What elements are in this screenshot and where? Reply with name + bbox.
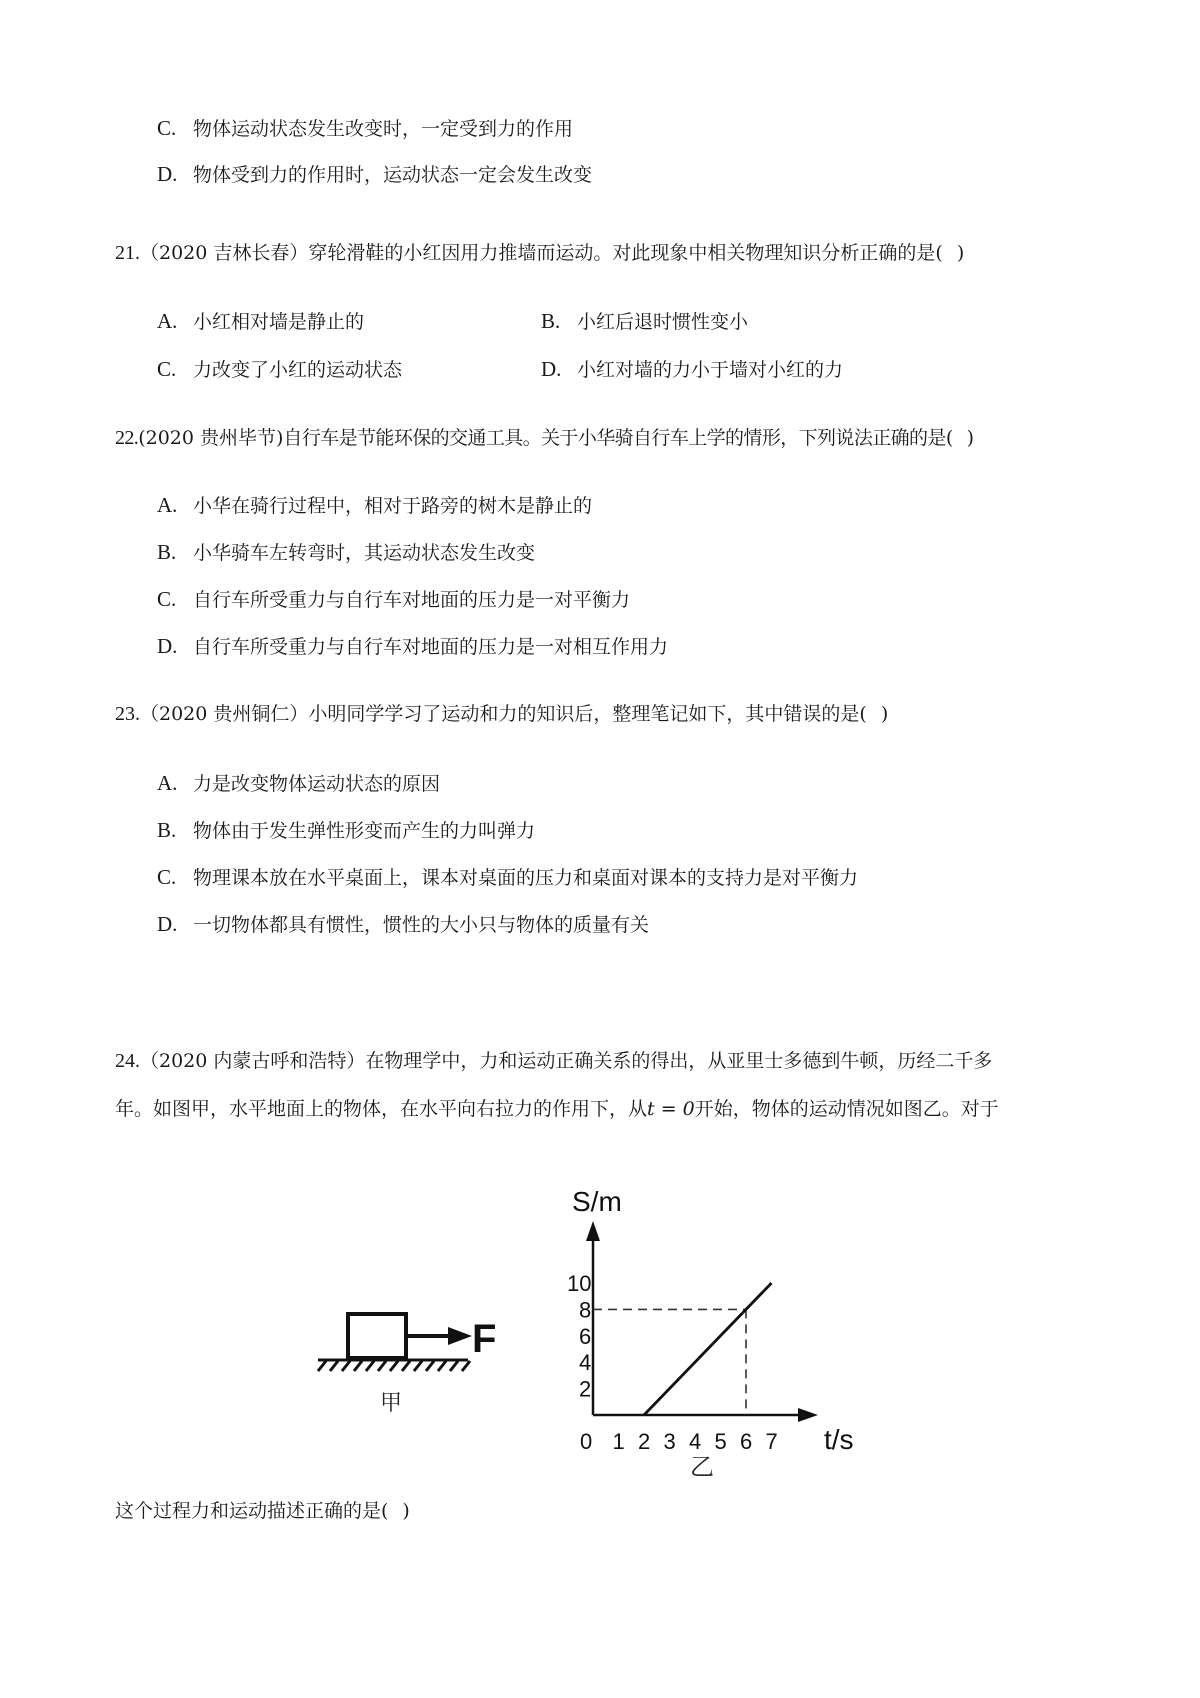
- force-arrow-head: [448, 1327, 472, 1345]
- q24-stem-line3: [115, 1498, 410, 1524]
- x-tick-labels: [613, 1429, 778, 1454]
- q23-option-a: [157, 770, 440, 797]
- q21-stem: [115, 240, 964, 266]
- question-number: 24.: [115, 1050, 140, 1072]
- q24-stem-line1: [115, 1048, 992, 1074]
- option-letter: C.: [157, 116, 177, 140]
- q21-option-b: [541, 308, 748, 335]
- option-text: 自行车所受重力与自行车对地面的压力是一对相互作用力: [193, 636, 669, 658]
- option-text: 小红后退时惯性变小: [577, 311, 749, 333]
- q20-option-d: [157, 161, 592, 188]
- figure-caption-jia: 甲: [380, 1390, 403, 1415]
- figure-yi-graph: [560, 1185, 880, 1480]
- option-letter: C.: [157, 865, 177, 889]
- q23-stem: [115, 701, 888, 727]
- q23-option-c: [157, 864, 858, 891]
- question-source: (2020 贵州毕节): [138, 427, 284, 449]
- option-text: 物体由于发生弹性形变而产生的力叫弹力: [193, 820, 536, 842]
- option-letter: D.: [541, 357, 562, 381]
- y-tick-label: 8: [579, 1297, 592, 1323]
- answer-paren-close: ): [402, 1500, 410, 1522]
- x-tick-label: 7: [765, 1429, 778, 1454]
- option-text: 自行车所受重力与自行车对地面的压力是一对平衡力: [193, 589, 631, 611]
- q24-stem-line2: [115, 1096, 999, 1122]
- option-letter: D.: [157, 634, 178, 658]
- option-text: 小华骑车左转弯时，其运动状态发生改变: [193, 542, 536, 564]
- x-axis-arrow: [798, 1408, 818, 1422]
- series-lines: [644, 1283, 772, 1415]
- y-tick-label: 2: [579, 1376, 592, 1402]
- option-letter: A.: [157, 493, 178, 517]
- question-number: 21.: [115, 242, 140, 264]
- figure-jia: [312, 1300, 522, 1430]
- question-stem: 开始，物体的运动情况如图乙。对于: [694, 1098, 999, 1120]
- question-number: 22.: [115, 427, 139, 449]
- ground-hatching: [318, 1361, 470, 1371]
- q20-option-c: [157, 115, 573, 142]
- series-line: [644, 1283, 772, 1415]
- answer-paren-close: ): [880, 703, 889, 725]
- x-tick-label: 1: [612, 1429, 625, 1454]
- option-text: 小红相对墙是静止的: [193, 311, 365, 333]
- y-tick-label: 6: [579, 1323, 592, 1349]
- math-expression: t = 0: [647, 1098, 695, 1120]
- x-tick-label: 4: [689, 1429, 702, 1454]
- option-letter: C.: [157, 357, 177, 381]
- option-letter: B.: [157, 818, 177, 842]
- question-stem: 这个过程力和运动描述正确的是(: [115, 1500, 389, 1522]
- option-text: 物体受到力的作用时，运动状态一定会发生改变: [193, 164, 593, 186]
- origin-label: 0: [580, 1429, 593, 1454]
- q22-option-d: [157, 633, 668, 660]
- option-letter: B.: [541, 309, 561, 333]
- guide-lines: [593, 1309, 746, 1415]
- question-source: （2020 贵州铜仁）: [140, 703, 309, 725]
- q21-option-a: [157, 308, 364, 335]
- option-letter: D.: [157, 912, 178, 936]
- option-text: 物理课本放在水平桌面上，课本对桌面的压力和桌面对课本的支持力是对平衡力: [193, 867, 859, 889]
- x-tick-label: 5: [714, 1429, 727, 1454]
- question-stem: 在物理学中，力和运动正确关系的得出，从亚里士多德到牛顿，历经二千多: [365, 1050, 993, 1072]
- question-source: （2020 吉林长春）: [140, 242, 309, 264]
- q22-option-b: [157, 539, 535, 566]
- option-text: 力是改变物体运动状态的原因: [193, 773, 441, 795]
- x-tick-label: 3: [663, 1429, 676, 1454]
- y-tick-labels: [567, 1271, 591, 1402]
- question-stem: 小明同学学习了运动和力的知识后，整理笔记如下，其中错误的是(: [308, 703, 867, 725]
- answer-paren-close: ): [966, 427, 974, 449]
- question-stem: 自行车是节能环保的交通工具。关于小华骑自行车上学的情形，下列说法正确的是(: [283, 427, 953, 449]
- q22-option-a: [157, 492, 592, 519]
- option-letter: A.: [157, 309, 178, 333]
- q21-option-d: [541, 356, 843, 383]
- q23-option-d: [157, 911, 649, 938]
- option-text: 物体运动状态发生改变时，一定受到力的作用: [193, 118, 574, 140]
- option-text: 小红对墙的力小于墙对小红的力: [577, 359, 844, 381]
- q21-option-c: [157, 356, 402, 383]
- block: [348, 1314, 406, 1358]
- x-axis-label: t/s: [824, 1424, 854, 1455]
- y-tick-label: 10: [567, 1271, 592, 1296]
- question-source: （2020 内蒙古呼和浩特）: [140, 1050, 366, 1072]
- answer-paren-close: ): [956, 242, 965, 264]
- x-tick-label: 2: [638, 1429, 651, 1454]
- y-axis-label: S/m: [572, 1186, 622, 1217]
- option-letter: B.: [157, 540, 177, 564]
- option-text: 一切物体都具有惯性，惯性的大小只与物体的质量有关: [193, 914, 650, 936]
- y-tick-label: 4: [579, 1350, 592, 1376]
- q22-option-c: [157, 586, 630, 613]
- x-tick-label: 6: [740, 1429, 753, 1454]
- figure-caption-yi: 乙: [690, 1454, 714, 1480]
- question-number: 23.: [115, 703, 140, 725]
- q22-stem: [115, 425, 973, 451]
- question-stem: 年。如图甲，水平地面上的物体，在水平向右拉力的作用下，从: [115, 1098, 648, 1120]
- y-axis-arrow: [586, 1221, 600, 1241]
- option-letter: C.: [157, 587, 177, 611]
- force-label: F: [472, 1317, 497, 1361]
- option-text: 力改变了小红的运动状态: [193, 359, 403, 381]
- option-letter: A.: [157, 771, 178, 795]
- q23-option-b: [157, 817, 535, 844]
- option-text: 小华在骑行过程中，相对于路旁的树木是静止的: [193, 495, 593, 517]
- option-letter: D.: [157, 162, 178, 186]
- question-stem: 穿轮滑鞋的小红因用力推墙而运动。对此现象中相关物理知识分析正确的是(: [308, 242, 943, 264]
